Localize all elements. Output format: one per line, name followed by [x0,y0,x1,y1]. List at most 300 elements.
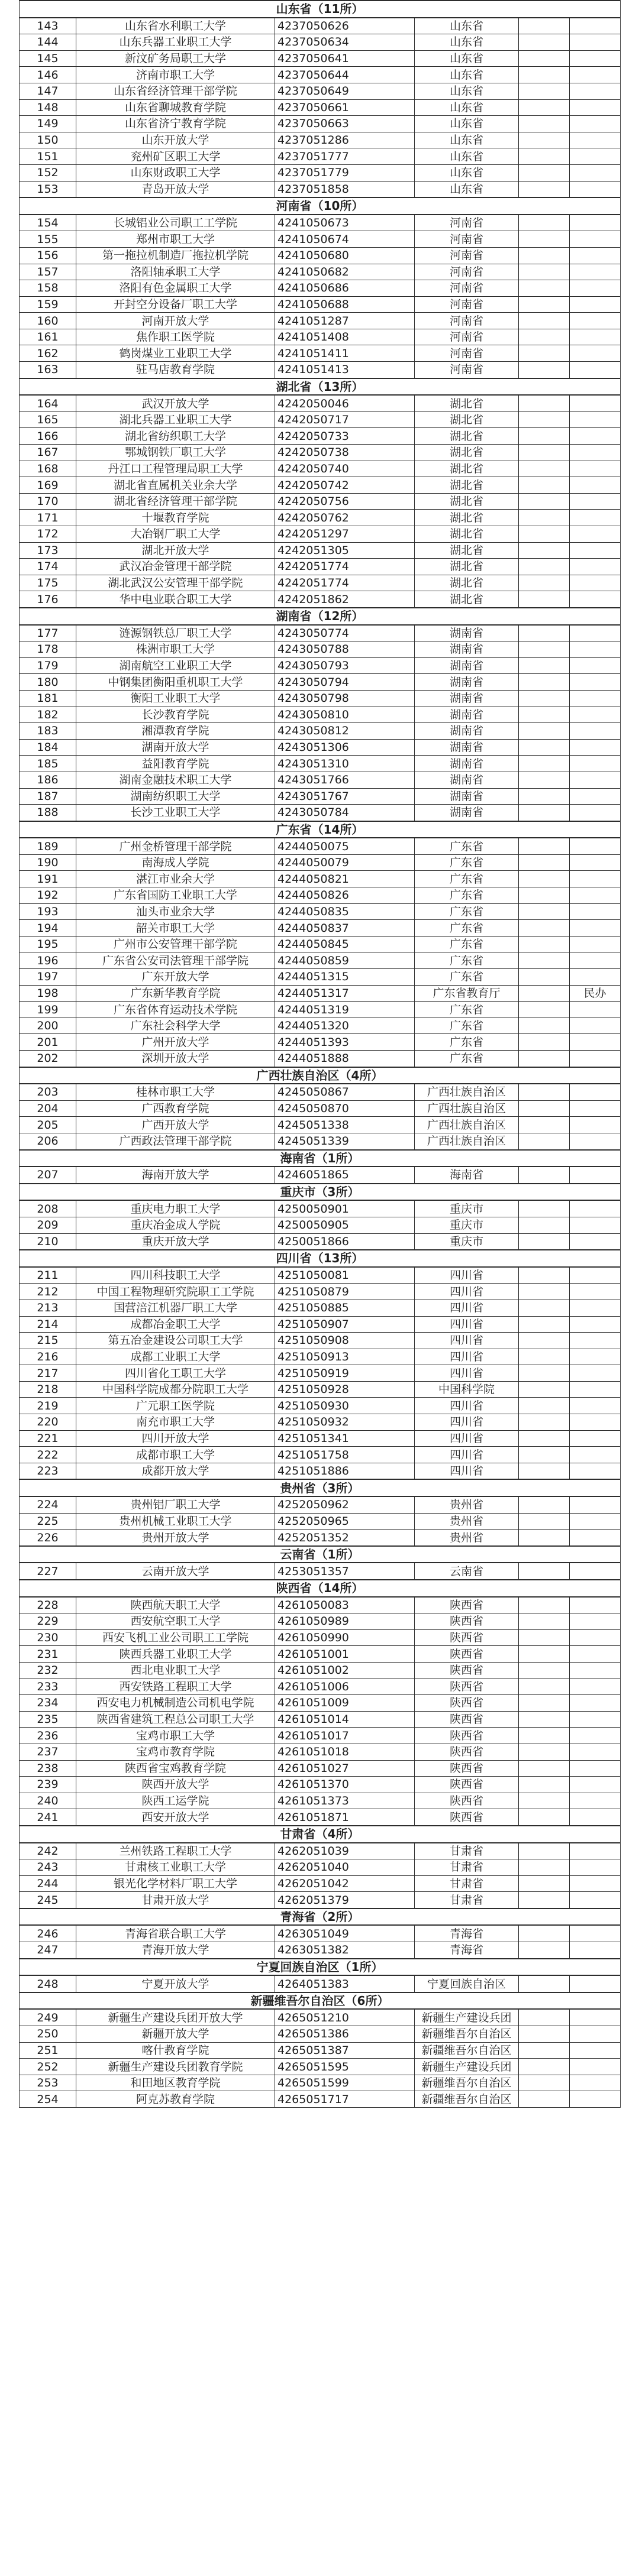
school-code: 4252050965 [275,1513,415,1530]
school-code: 4243050793 [275,657,415,674]
department: 新疆维吾尔自治区 [415,2091,519,2108]
row-number: 242 [20,1843,76,1859]
row-number: 234 [20,1695,76,1712]
remark [570,838,621,854]
row-number: 215 [20,1333,76,1349]
school-code: 4262051040 [275,1859,415,1876]
table-row [20,164,621,181]
school-code: 4242050738 [275,445,415,461]
row-number: 193 [20,903,76,920]
department: 宁夏回族自治区 [415,1975,519,1992]
table-row [20,969,621,986]
school-code: 4237051286 [275,132,415,148]
table-row [20,1695,621,1712]
row-number: 231 [20,1646,76,1663]
school-name: 山东省济宁教育学院 [76,116,275,132]
school-code: 4261051014 [275,1711,415,1728]
row-number: 176 [20,591,76,608]
remark [570,132,621,148]
row-number: 221 [20,1430,76,1447]
table-row [20,2042,621,2059]
row-number: 227 [20,1563,76,1580]
school-name: 云南开放大学 [76,1563,275,1580]
department: 山东省 [415,132,519,148]
school-name: 青海省联合职工大学 [76,1925,275,1942]
table-row [20,148,621,165]
location [519,1629,570,1646]
location [519,1859,570,1876]
school-name: 湘潭教育学院 [76,723,275,740]
school-code: 4261051373 [275,1793,415,1809]
remark [570,575,621,591]
department: 四川省 [415,1300,519,1316]
department: 湖北省 [415,591,519,608]
school-code: 4265051599 [275,2075,415,2091]
school-code: 4251050879 [275,1284,415,1300]
school-code: 4242050762 [275,510,415,526]
table-row [20,1646,621,1663]
department: 陕西省 [415,1728,519,1744]
remark [570,1167,621,1184]
location [519,231,570,248]
school-code: 4261051027 [275,1760,415,1777]
row-number: 157 [20,264,76,280]
remark [570,707,621,723]
remark [570,1777,621,1793]
remark [570,526,621,543]
school-name: 第五冶金建设公司职工大学 [76,1333,275,1349]
remark [570,1018,621,1034]
school-name: 陕西航天职工大学 [76,1597,275,1613]
location [519,1349,570,1365]
school-name: 中钢集团衡阳重机职工大学 [76,674,275,691]
section-title: 湖南省（12所） [20,608,621,625]
school-name: 四川开放大学 [76,1430,275,1447]
table-row [20,657,621,674]
row-number: 180 [20,674,76,691]
remark [570,2009,621,2026]
department: 新疆维吾尔自治区 [415,2042,519,2059]
school-name: 新汶矿务局职工大学 [76,50,275,67]
location [519,1300,570,1316]
school-code: 4261051002 [275,1662,415,1679]
table-row [20,1679,621,1695]
section-header [20,608,621,625]
school-code: 4242050742 [275,477,415,494]
location [519,67,570,83]
row-number: 152 [20,164,76,181]
department: 四川省 [415,1267,519,1284]
school-name: 长沙教育学院 [76,707,275,723]
location [519,164,570,181]
location [519,920,570,937]
row-number: 199 [20,1002,76,1018]
department: 甘肃省 [415,1892,519,1908]
school-name: 益阳教育学院 [76,756,275,772]
school-code: 4242050740 [275,461,415,477]
location [519,1316,570,1333]
remark [570,1760,621,1777]
school-name: 武汉开放大学 [76,395,275,411]
row-number: 174 [20,559,76,575]
location [519,1760,570,1777]
row-number: 191 [20,871,76,887]
department: 湖南省 [415,805,519,821]
remark [570,1679,621,1695]
table-row [20,1744,621,1760]
table-row [20,1084,621,1100]
section-header [20,1479,621,1496]
row-number: 194 [20,920,76,937]
department: 湖北省 [415,510,519,526]
school-name: 开封空分设备厂职工大学 [76,296,275,313]
department: 湖北省 [415,493,519,510]
table-row [20,395,621,411]
school-name: 喀什教育学院 [76,2042,275,2059]
row-number: 162 [20,345,76,362]
department: 四川省 [415,1316,519,1333]
row-number: 169 [20,477,76,494]
location [519,132,570,148]
school-name: 中国工程物理研究院职工工学院 [76,1284,275,1300]
school-code: 4251050081 [275,1267,415,1284]
department: 陕西省 [415,1793,519,1809]
department: 广西壮族自治区 [415,1117,519,1133]
location [519,2009,570,2026]
department: 四川省 [415,1333,519,1349]
remark [570,2042,621,2059]
row-number: 198 [20,985,76,1002]
table-row [20,34,621,51]
school-name: 兰州铁路工程职工大学 [76,1843,275,1859]
location [519,1333,570,1349]
table-row [20,132,621,148]
location [519,2091,570,2108]
row-number: 217 [20,1365,76,1382]
school-code: 4251050919 [275,1365,415,1382]
table-row [20,445,621,461]
remark [570,329,621,345]
location [519,1100,570,1117]
row-number: 238 [20,1760,76,1777]
school-code: 4253051357 [275,1563,415,1580]
department: 四川省 [415,1284,519,1300]
department: 重庆市 [415,1200,519,1217]
table-row [20,1711,621,1728]
location [519,296,570,313]
location [519,542,570,559]
remark [570,34,621,51]
row-number: 182 [20,707,76,723]
school-name: 广东省公安司法管理干部学院 [76,952,275,969]
row-number: 204 [20,1100,76,1117]
school-name: 十堰教育学院 [76,510,275,526]
table-row [20,952,621,969]
remark [570,1695,621,1712]
school-name: 广东社会科学大学 [76,1018,275,1034]
table-row [20,641,621,658]
school-name: 甘肃核工业职工大学 [76,1859,275,1876]
remark [570,164,621,181]
school-name: 广东省体育运动技术学院 [76,1002,275,1018]
row-number: 197 [20,969,76,986]
school-code: 4261051001 [275,1646,415,1663]
remark [570,1051,621,1067]
section-title: 重庆市（3所） [20,1184,621,1201]
school-name: 成都开放大学 [76,1463,275,1479]
table-row [20,67,621,83]
school-code: 4241051408 [275,329,415,345]
school-code: 4241050682 [275,264,415,280]
remark [570,2075,621,2091]
department: 湖南省 [415,788,519,805]
school-code: 4244051888 [275,1051,415,1067]
department: 湖北省 [415,575,519,591]
row-number: 155 [20,231,76,248]
school-name: 河南开放大学 [76,313,275,329]
row-number: 160 [20,313,76,329]
school-name: 涟源钢铁总厂职工大学 [76,625,275,641]
row-number: 151 [20,148,76,165]
table-row [20,1233,621,1250]
location [519,788,570,805]
remark [570,1034,621,1051]
school-code: 4244050079 [275,854,415,871]
school-code: 4250051866 [275,1233,415,1250]
table-row [20,625,621,641]
department: 青海省 [415,1925,519,1942]
location [519,329,570,345]
location [519,690,570,707]
location [519,345,570,362]
school-name: 湖南金融技术职工大学 [76,772,275,788]
remark [570,903,621,920]
school-code: 4261051018 [275,1744,415,1760]
remark [570,887,621,904]
school-name: 湖北兵器工业职工大学 [76,411,275,428]
remark [570,739,621,756]
school-code: 4261051006 [275,1679,415,1695]
department: 湖南省 [415,772,519,788]
section-header [20,1,621,18]
location [519,34,570,51]
table-row [20,756,621,772]
school-code: 4265051595 [275,2059,415,2075]
school-name: 银光化学材料厂职工大学 [76,1875,275,1892]
remark [570,805,621,821]
remark [570,18,621,34]
table-row [20,1530,621,1546]
school-code: 4242051774 [275,559,415,575]
department: 海南省 [415,1167,519,1184]
table-row [20,1613,621,1630]
school-name: 湖北开放大学 [76,542,275,559]
school-name: 新疆生产建设兵团教育学院 [76,2059,275,2075]
school-name: 重庆电力职工大学 [76,1200,275,1217]
table-row [20,510,621,526]
school-name: 湖南航空工业职工大学 [76,657,275,674]
table-row [20,526,621,543]
location [519,1267,570,1284]
remark [570,674,621,691]
location [519,887,570,904]
remark [570,1398,621,1414]
department: 广西壮族自治区 [415,1133,519,1149]
remark [570,1365,621,1382]
location [519,723,570,740]
table-row [20,2075,621,2091]
department: 贵州省 [415,1530,519,1546]
row-number: 229 [20,1613,76,1630]
table-row [20,1629,621,1646]
school-name: 广东新华教育学院 [76,985,275,1002]
remark [570,99,621,116]
section-header [20,197,621,215]
school-name: 湖北省经济管理干部学院 [76,493,275,510]
table-row [20,116,621,132]
location [519,805,570,821]
remark [570,1463,621,1479]
row-number: 168 [20,461,76,477]
department: 四川省 [415,1349,519,1365]
school-name: 华中电业联合职工大学 [76,591,275,608]
school-code: 4251050928 [275,1381,415,1398]
school-name: 湖北省直属机关业余大学 [76,477,275,494]
department: 山东省 [415,99,519,116]
location [519,1942,570,1959]
row-number: 172 [20,526,76,543]
table-row [20,1133,621,1149]
school-code: 4237050644 [275,67,415,83]
remark [570,542,621,559]
school-code: 4244051319 [275,1002,415,1018]
department: 四川省 [415,1430,519,1447]
department: 广东省 [415,871,519,887]
location [519,1365,570,1382]
remark [570,116,621,132]
location [519,116,570,132]
department: 湖北省 [415,428,519,445]
table-row [20,854,621,871]
department: 湖北省 [415,559,519,575]
row-number: 200 [20,1018,76,1034]
school-name: 贵州机械工业职工大学 [76,1513,275,1530]
row-number: 251 [20,2042,76,2059]
remark [570,854,621,871]
school-code: 4243050774 [275,625,415,641]
department: 贵州省 [415,1513,519,1530]
section-title: 四川省（13所） [20,1250,621,1267]
table-row [20,674,621,691]
department: 湖北省 [415,445,519,461]
department: 中国科学院 [415,1381,519,1398]
remark [570,936,621,952]
school-code: 4242050733 [275,428,415,445]
table-row [20,1333,621,1349]
table-row [20,329,621,345]
department: 新疆维吾尔自治区 [415,2026,519,2043]
department: 广东省 [415,920,519,937]
department: 广东省 [415,936,519,952]
department: 山东省 [415,18,519,34]
remark: 民办 [570,985,621,1002]
location [519,1597,570,1613]
department: 湖南省 [415,756,519,772]
remark [570,1217,621,1233]
location [519,18,570,34]
school-name: 西安航空职工大学 [76,1613,275,1630]
table-row [20,1381,621,1398]
department: 甘肃省 [415,1843,519,1859]
school-code: 4265051386 [275,2026,415,2043]
row-number: 148 [20,99,76,116]
table-row [20,2059,621,2075]
school-code: 4241050674 [275,231,415,248]
department: 河南省 [415,215,519,231]
school-code: 4251050913 [275,1349,415,1365]
school-name: 西安开放大学 [76,1809,275,1826]
row-number: 177 [20,625,76,641]
school-code: 4244050859 [275,952,415,969]
section-title: 山东省（11所） [20,1,621,18]
department: 陕西省 [415,1760,519,1777]
location [519,1711,570,1728]
section-header [20,1826,621,1843]
school-code: 4251051341 [275,1430,415,1447]
row-number: 226 [20,1530,76,1546]
table-row [20,871,621,887]
remark [570,280,621,297]
location [519,1084,570,1100]
table-row [20,1463,621,1479]
remark [570,1563,621,1580]
school-name: 山东财政职工大学 [76,164,275,181]
location [519,1728,570,1744]
department: 广东省教育厅 [415,985,519,1002]
table-row [20,50,621,67]
department: 广东省 [415,952,519,969]
location [519,526,570,543]
location [519,1563,570,1580]
department: 陕西省 [415,1629,519,1646]
table-row [20,788,621,805]
location [519,1463,570,1479]
remark [570,264,621,280]
school-code: 4243051767 [275,788,415,805]
department: 河南省 [415,362,519,378]
row-number: 208 [20,1200,76,1217]
table-row [20,181,621,197]
table-body [20,1,621,2108]
remark [570,428,621,445]
table-row [20,1200,621,1217]
table-row [20,838,621,854]
location [519,1875,570,1892]
school-code: 4242051774 [275,575,415,591]
location [519,1200,570,1217]
school-code: 4242050046 [275,395,415,411]
remark [570,559,621,575]
row-number: 201 [20,1034,76,1051]
school-code: 4251050907 [275,1316,415,1333]
school-code: 4261051871 [275,1809,415,1826]
row-number: 159 [20,296,76,313]
table-row [20,1034,621,1051]
table-row [20,362,621,378]
row-number: 186 [20,772,76,788]
school-code: 4264051383 [275,1975,415,1992]
table-row [20,1002,621,1018]
